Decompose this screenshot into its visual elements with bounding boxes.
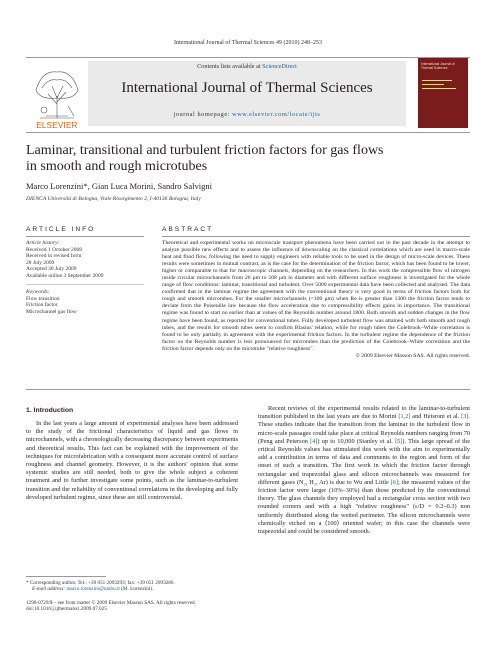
citation-link[interactable]: [5] xyxy=(395,437,403,445)
email-line xyxy=(26,586,238,592)
text-run: . These studies indicate that the transition from the laminar to the turbulent flow in micro-scale passages could take place at critical Reynolds numbers ranging from 70 (Peng and Peterson xyxy=(258,413,470,445)
email-suffix: (M. Lorenzini). xyxy=(121,586,154,593)
cover-rule xyxy=(422,88,456,89)
abstract-text xyxy=(162,240,470,360)
cover-rule xyxy=(422,80,452,81)
authors: Marco Lorenzini*, Gian Luca Morini, Sandro Salvigni xyxy=(26,181,213,191)
citation-link[interactable]: [4] xyxy=(310,437,318,445)
journal-homepage xyxy=(88,111,406,118)
article-title xyxy=(26,143,470,175)
contents-prefix: Contents lists available at xyxy=(197,63,261,70)
citation-link[interactable]: [6] xyxy=(390,478,398,486)
journal-title: International Journal of Thermal Sciences xyxy=(121,80,373,96)
history-line: Accepted 30 July 2009 xyxy=(26,266,77,273)
section-heading: 1. Introduction xyxy=(26,407,74,414)
keywords-label: Keywords: xyxy=(26,289,50,295)
homepage-prefix: journal homepage: xyxy=(173,111,231,118)
running-head: International Journal of Thermal Sciences 49 (2010) 248–253 xyxy=(173,40,323,46)
history-line: Available online 3 September 2009 xyxy=(26,272,104,279)
homepage-url[interactable]: www.elsevier.com/locate/ijts xyxy=(232,111,321,118)
citation-link[interactable]: [3] xyxy=(461,413,469,421)
doi-line: doi:10.1016/j.ijthermalsci.2009.07.025 xyxy=(26,606,107,613)
text-run: ). This large spread of the critical Reynolds values has stimulated this work with the aim to experimentally add a contribution in terms of data and comments to the region and form of the onset of such a transition. The first work in which the friction factor through rectangular and trapezoidal glass and silicon microchannels was measured for different gases (N₂, H₂, Ar) is due to Wu and Little xyxy=(258,437,470,486)
article-history xyxy=(26,240,144,280)
cover-rule xyxy=(422,84,444,85)
cover-title: International Journal of Thermal Sciences xyxy=(421,62,455,70)
keywords xyxy=(26,289,144,315)
right-column xyxy=(258,405,470,536)
text-run: and Hetsroni et al. xyxy=(410,413,462,421)
divider xyxy=(162,236,470,237)
divider xyxy=(26,389,470,390)
history-line: Received 1 October 2008 xyxy=(26,246,83,253)
footnote-rule xyxy=(26,576,106,577)
divider xyxy=(26,236,144,237)
keyword: Microchannel gas flow xyxy=(26,308,77,315)
title-line-1: Laminar, transitional and turbulent friction factors for gas flows xyxy=(26,143,384,158)
abstract-paragraph: Theoretical and experimental works on microscale transport phenomena have been carried out in the past decade in the attempt to analyze possible new effects and to assess the influence of downscaling on the classical correlations which are used in macro-scale heat and fluid flow, following the need to supply engineers with reliable tools to be used in the design of micro-scale devices. These results were sometimes in mutual contrast, as is the case for the determination of the friction factor, which has been found to be lower, higher or comparable to that for macroscopic channels, depending on the researchers. In this work the compressible flow of nitrogen inside circular microchannels from 26 μm to 508 μm in diameter and with different surface roughness is investigated for the whole range of flow conditions: laminar, transitional and turbulent. Over 5000 experimental data have been collected and analysed. The data confirmed that in the laminar regime the agreement with the conventional theory is very good in terms of friction factors both for rough and smooth microtubes. For the smaller microchannels (<100 μm) when Re is greater than 1300 the friction factor tends to deviate from the Poiseuille law because the flow acceleration due to compressibility effects gains in importance. The transitional regime was found to start no earlier than at values of the Reynolds number around 1800. Both smooth and sudden changes in the flow regime have been found, as reported for conventional tubes. Fully developed turbulent flow was attained with both smooth and rough tubes, and the results for smooth tubes seem to confirm Blasius' relation, while for rough tubes the Colebrook–White correlation is found to be only partially in agreement with the experimental friction factors. In the turbulent regime the dependence of the friction factor on the Reynolds number is less pronounced for microtubes than the prediction of the Colebrook–White correlation and the friction factor depends only on the microtube "relative roughness". xyxy=(162,240,470,352)
left-column xyxy=(26,420,238,502)
divider xyxy=(26,284,144,285)
article-info-heading: ARTICLE INFO xyxy=(26,226,96,233)
intro-paragraph: In the last years a large amount of experimental analyses have been addressed to the study of the frictional characteristics of liquid and gas flows in microchannels, with a chronologically decreasing discrepancy between experiments and theoretical results. This fact can be explained with the improvement of the techniques for microfabrication with a consequent more accurate control of surface roughness and channel geometry. However, it is the authors' opinion that some systemic studies are still needed, both to give the whole subject a coherent treatment and to further investigate some points, such as the laminar-to-turbulent transition and the reliability of conventional correlations in the developing and fully developed turbulent regime, since these are still controversial. xyxy=(26,420,238,501)
sciencedirect-link[interactable]: ScienceDirect xyxy=(262,63,297,70)
email-link[interactable]: marco.lorenzini@unibo.it xyxy=(66,586,120,593)
abstract-copyright: © 2009 Elsevier Masson SAS. All rights reserved. xyxy=(355,352,470,359)
corresponding-author: * Corresponding author. Tel.: +39 051 2093293; fax: +39 051 2093286. xyxy=(26,580,175,586)
abstract-heading: ABSTRACT xyxy=(162,226,214,233)
email-label: E-mail address: xyxy=(32,586,66,593)
publisher-name: ELSEVIER xyxy=(36,121,78,130)
keyword: Flow transition xyxy=(26,295,60,302)
elsevier-tree-logo xyxy=(28,60,86,128)
history-line: Received in revised form xyxy=(26,253,82,260)
text-run: ; the measured values of the friction factor were larger (10%–30%) than those predicted by the conventional theory. The glass channels they employed had a rectangular cross section with two rounded corners and with a high "relative roughness" (ε/D = 0.2–0.3) non uniformly distributed along the wetted perimeter. The silicon microchannels were chemically etched on a ⟨100⟩ oriented wafer; in this case the channels were trapezoidal and could be considered smooth. xyxy=(258,478,470,536)
issn-line: 1290-0729/$ – see front matter © 2009 Elsevier Masson SAS. All rights reserved. xyxy=(26,600,196,606)
publication-info xyxy=(26,600,326,613)
title-line-2: in smooth and rough microtubes xyxy=(26,159,208,174)
keyword: Friction factor xyxy=(26,302,58,309)
text-run: ) up to 10,000 (Stanley et al. xyxy=(317,437,396,445)
affiliation: DIENCA Università di Bologna, Viale Risorgimento 2, I-40136 Bologna, Italy xyxy=(26,196,201,202)
history-label: Article history: xyxy=(26,240,60,246)
citation-link[interactable]: [1,2] xyxy=(398,413,411,421)
history-line: 28 July 2009 xyxy=(26,259,55,266)
body-paragraph xyxy=(258,405,470,536)
text-run: Recent reviews of the experimental results related to the laminar-to-turbulent transition published in the last years are due to Morini xyxy=(258,405,470,421)
footnote xyxy=(26,580,238,593)
journal-cover-image xyxy=(418,58,468,128)
contents-line xyxy=(88,63,406,70)
